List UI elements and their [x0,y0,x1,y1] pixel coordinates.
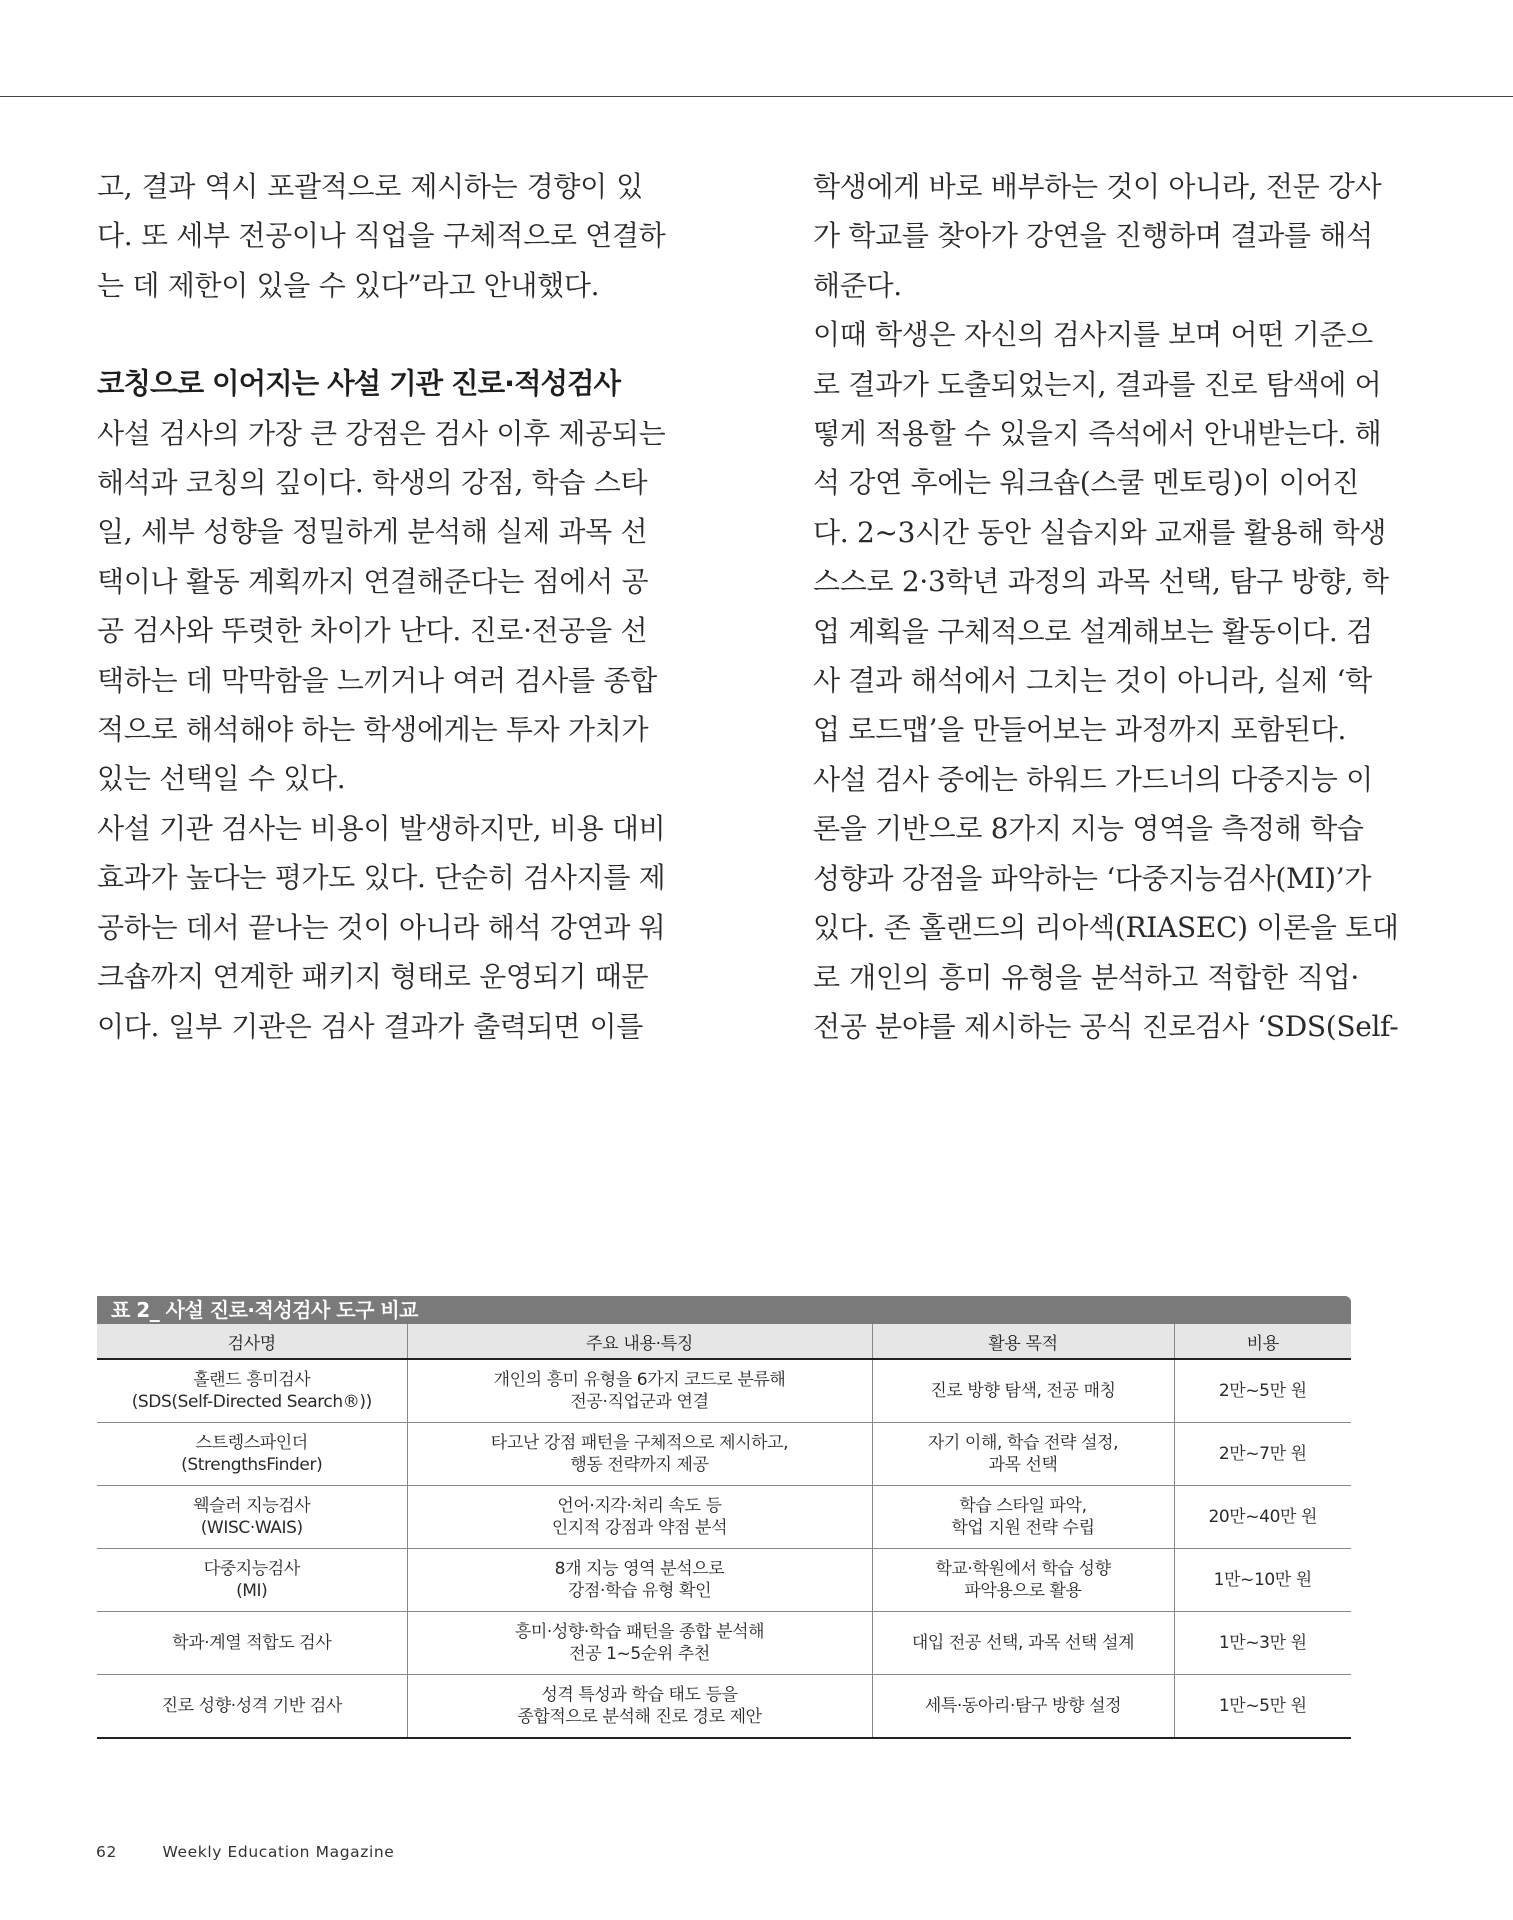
cell-text: 전공 1~5순위 추천 [569,1644,710,1664]
cell-content [407,1675,872,1739]
cell-text: 파악용으로 활용 [964,1581,1082,1601]
text-line: 사설 기관 검사는 비용이 발생하지만, 비용 대비 [97,811,666,845]
cell-text: 진로 성향·성격 기반 검사 [161,1696,342,1716]
cell-name [97,1549,407,1612]
cell-cost: 1만~3만 원 [1174,1612,1351,1675]
text-line: 해석과 코칭의 깊이다. 학생의 강점, 학습 스타 [97,466,648,500]
cell-purpose [872,1612,1174,1675]
cell-text: (MI) [236,1581,268,1601]
cell-text: 전공·직업군과 연결 [570,1392,709,1412]
cell-text: 인지적 강점과 약점 분석 [551,1518,728,1538]
cell-cost: 20만~40만 원 [1174,1486,1351,1549]
text-line: 가 학교를 찾아가 강연을 진행하며 결과를 해석 [813,219,1373,253]
right-paragraph-1 [813,162,1382,310]
table-row [97,1486,1351,1549]
cell-text: (WISC·WAIS) [200,1518,303,1538]
cell-purpose [872,1359,1174,1423]
text-line: 다. 2~3시간 동안 실습지와 교재를 활용해 학생 [813,515,1387,549]
text-line: 학생에게 바로 배부하는 것이 아니라, 전문 강사 [813,170,1382,203]
cell-text: 강점·학습 유형 확인 [567,1581,712,1601]
cell-text: 웩슬러 지능검사 [193,1496,311,1516]
cell-name [97,1612,407,1675]
cell-text: 언어·지각·처리 속도 등 [557,1496,722,1516]
cell-content [407,1612,872,1675]
text-line: 떻게 적용할 수 있을지 즉석에서 안내받는다. 해 [813,417,1382,451]
text-line: 공하는 데서 끝나는 것이 아니라 해석 강연과 워 [97,910,666,944]
text-line: 는 데 제한이 있을 수 있다”라고 안내했다. [97,268,600,302]
cell-cost: 2만~5만 원 [1174,1359,1351,1423]
cell-content [407,1359,872,1423]
right-column [813,162,1399,1051]
text-line: 해준다. [813,268,902,302]
cell-text: 스트렝스파인더 [195,1433,308,1453]
cell-text: (StrengthsFinder) [181,1455,323,1475]
cell-cost: 2만~7만 원 [1174,1423,1351,1486]
cell-content [407,1549,872,1612]
text-line: 적으로 해석해야 하는 학생에게는 투자 가치가 [97,713,649,747]
cell-text: (SDS(Self-Directed Search®)) [131,1392,372,1412]
table-row [97,1359,1351,1423]
text-line: 있는 선택일 수 있다. [97,762,346,796]
text-line: 사 결과 해석에서 그치는 것이 아니라, 실제 ‘학 [813,664,1372,698]
header-cell: 활용 목적 [872,1324,1174,1359]
left-column [97,162,666,1051]
left-paragraph-3 [97,804,666,1051]
text-line: 사설 검사의 가장 큰 강점은 검사 이후 제공되는 [97,416,666,450]
header-cell: 주요 내용·특징 [407,1324,872,1359]
text-line: 크숍까지 연계한 패키지 형태로 운영되기 때문 [97,960,649,994]
page-number: 62 [96,1843,117,1861]
cell-name [97,1486,407,1549]
header-cell: 비용 [1174,1324,1351,1359]
text-line: 다. 또 세부 전공이나 직업을 구체적으로 연결하 [97,219,666,253]
section-heading: 코칭으로 이어지는 사설 기관 진로·적성검사 [97,367,621,401]
cell-text: 종합적으로 분석해 진로 경로 제안 [517,1707,762,1727]
cell-text: 8개 지능 영역 분석으로 [554,1559,725,1579]
text-line: 스스로 2·3학년 과정의 과목 선택, 탐구 방향, 학 [813,565,1389,599]
cell-name [97,1359,407,1423]
text-line: 이때 학생은 자신의 검사지를 보며 어떤 기준으 [813,318,1373,352]
cell-text: 학습 스타일 파악, [959,1496,1087,1516]
cell-text: 성격 특성과 학습 태도 등을 [541,1685,738,1705]
cell-cost: 1만~5만 원 [1174,1675,1351,1739]
cell-content [407,1423,872,1486]
text-line: 사설 검사 중에는 하워드 가드너의 다중지능 이 [813,762,1373,796]
text-line: 택이나 활동 계획까지 연결해준다는 점에서 공 [97,564,649,598]
text-line: 공 검사와 뚜렷한 차이가 난다. 진로·전공을 선 [97,614,648,648]
cell-text: 대입 전공 선택, 과목 선택 설계 [911,1633,1135,1653]
text-line: 고, 결과 역시 포괄적으로 제시하는 경향이 있 [97,170,643,203]
text-line: 있다. 존 홀랜드의 리아섹(RIASEC) 이론을 토대 [813,911,1399,945]
text-line: 전공 분야를 제시하는 공식 진로검사 ‘SDS(Self- [813,1009,1399,1043]
cell-text: 개인의 흥미 유형을 6가지 코드로 분류해 [493,1370,786,1390]
text-line: 업 계획을 구체적으로 설계해보는 활동이다. 검 [813,614,1373,648]
cell-text: 진로 방향 탐색, 전공 매칭 [930,1381,1116,1401]
text-line: 업 로드맵’을 만들어보는 과정까지 포함된다. [813,713,1347,747]
cell-text: 흥미·성향·학습 패턴을 종합 분석해 [514,1622,765,1642]
comparison-table-block [97,1296,1351,1739]
table-header-row [97,1324,1351,1359]
cell-purpose [872,1486,1174,1549]
cell-text: 학교·학원에서 학습 성향 [935,1559,1111,1579]
comparison-table [97,1324,1351,1739]
table-row [97,1423,1351,1486]
text-line: 효과가 높다는 평가도 있다. 단순히 검사지를 제 [97,861,666,895]
magazine-name: Weekly Education Magazine [162,1843,395,1861]
text-line: 택하는 데 막막함을 느끼거나 여러 검사를 종합 [97,663,657,697]
text-line: 로 개인의 흥미 유형을 분석하고 적합한 직업· [813,960,1359,994]
cell-text: 자기 이해, 학습 전략 설정, [927,1433,1119,1453]
cell-name [97,1675,407,1739]
cell-text: 학업 지원 전략 수립 [951,1518,1095,1538]
text-line: 이다. 일부 기관은 검사 결과가 출력되면 이를 [97,1009,643,1043]
right-paragraph-2 [813,310,1389,755]
text-line: 일, 세부 성향을 정밀하게 분석해 실제 과목 선 [97,515,648,549]
cell-text: 세특·동아리·탐구 방향 설정 [924,1696,1122,1716]
cell-text: 과목 선택 [988,1455,1058,1475]
left-paragraph-2 [97,409,666,804]
cell-content [407,1486,872,1549]
cell-purpose [872,1423,1174,1486]
cell-text: 학과·계열 적합도 검사 [172,1633,332,1653]
cell-text: 홀랜드 흥미검사 [193,1370,311,1390]
text-line: 성향과 강점을 파악하는 ‘다중지능검사(MI)’가 [813,861,1372,895]
cell-cost: 1만~10만 원 [1174,1549,1351,1612]
cell-text: 타고난 강점 패턴을 구체적으로 제시하고, [490,1433,789,1453]
right-paragraph-3 [813,755,1399,1051]
header-cell: 검사명 [97,1324,407,1359]
cell-text: 다중지능검사 [203,1559,300,1579]
left-paragraph-1 [97,162,666,310]
table-row [97,1612,1351,1675]
cell-text: 행동 전략까지 제공 [570,1455,709,1475]
table-row [97,1675,1351,1739]
page-footer [96,1843,394,1861]
table-title: 표 2_ 사설 진로·적성검사 도구 비교 [97,1296,1351,1324]
text-line: 로 결과가 도출되었는지, 결과를 진로 탐색에 어 [813,367,1382,401]
text-line: 론을 기반으로 8가지 지능 영역을 측정해 학습 [813,812,1364,846]
top-rule [0,96,1513,97]
cell-name [97,1423,407,1486]
text-line: 석 강연 후에는 워크숍(스쿨 멘토링)이 이어진 [813,466,1359,500]
cell-purpose [872,1675,1174,1739]
cell-purpose [872,1549,1174,1612]
table-row [97,1549,1351,1612]
